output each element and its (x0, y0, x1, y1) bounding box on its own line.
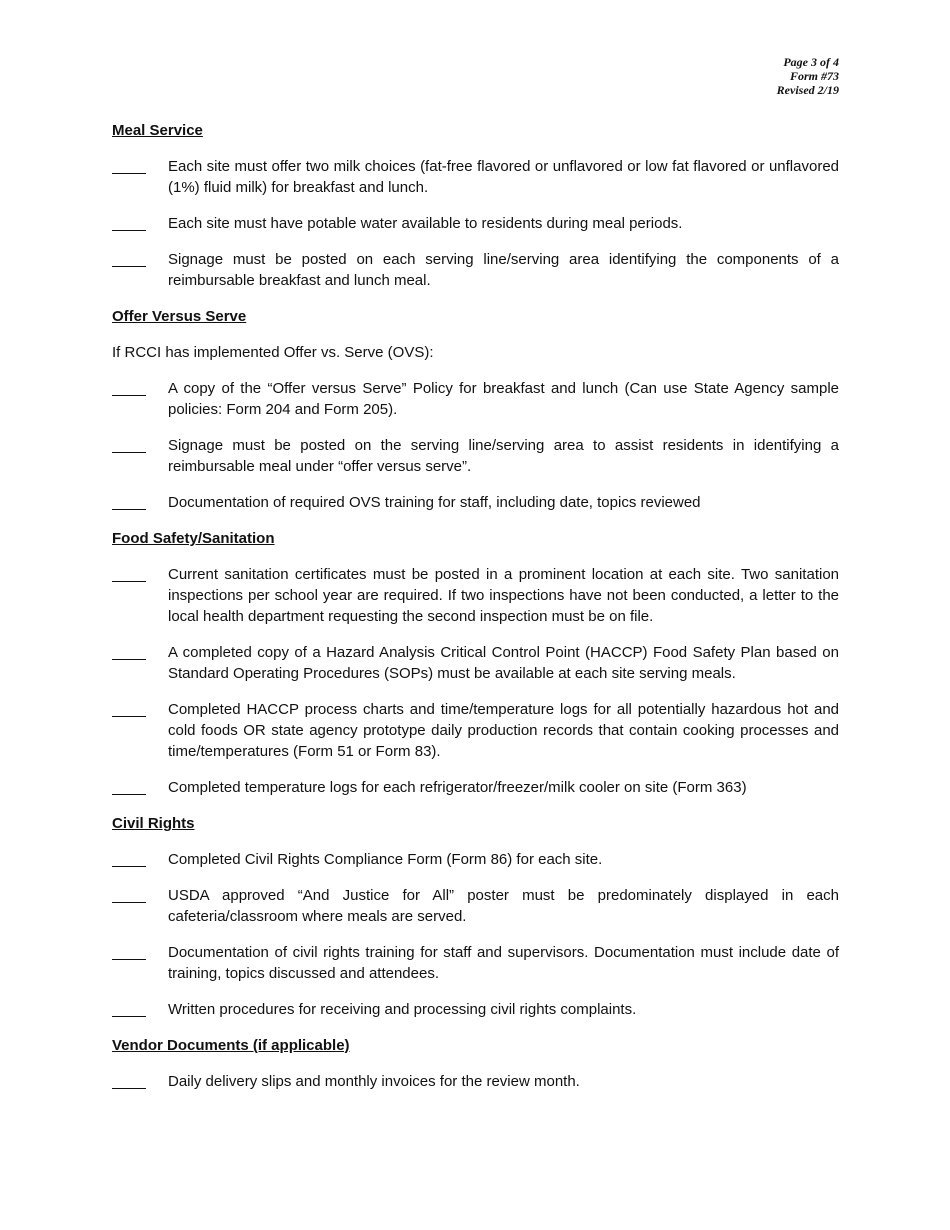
checklist-item (112, 249, 839, 291)
revision-date: Revised 2/19 (776, 83, 839, 97)
checklist-item (112, 1071, 839, 1092)
item-text: Completed Civil Rights Compliance Form (Form 86) for each site. (168, 851, 603, 868)
checkbox-blank-line[interactable] (112, 213, 168, 234)
checkbox-blank-line[interactable] (112, 435, 168, 477)
checklist-item (112, 213, 839, 234)
section-title: Meal Service (112, 122, 203, 139)
section-offer-versus-serve (112, 306, 839, 513)
section-title: Food Safety/Sanitation (112, 530, 275, 547)
checkbox-blank-line[interactable] (112, 642, 168, 684)
checkbox-blank-line[interactable] (112, 849, 168, 870)
section-civil-rights (112, 813, 839, 1020)
checklist-item (112, 777, 839, 798)
item-text: Completed HACCP process charts and time/temperature logs for all potentially hazardous hot and cold foods OR state agency prototype daily production records that contain cooking processes and time/temperatures (Form 51 or Form 83). (168, 701, 839, 760)
section-intro: If RCCI has implemented Offer vs. Serve (OVS): (112, 344, 434, 361)
checkbox-blank-line[interactable] (112, 999, 168, 1020)
checkbox-blank-line[interactable] (112, 699, 168, 762)
checkbox-blank-line[interactable] (112, 378, 168, 420)
item-text: A completed copy of a Hazard Analysis Critical Control Point (HACCP) Food Safety Plan based on Standard Operating Procedures (SOPs) must be available at each site serving meals. (168, 644, 839, 682)
item-text: Signage must be posted on the serving line/serving area to assist residents in identifying a reimbursable meal under “offer versus serve”. (168, 437, 839, 475)
item-text: Signage must be posted on each serving line/serving area identifying the components of a reimbursable breakfast and lunch meal. (168, 251, 839, 289)
checkbox-blank-line[interactable] (112, 1071, 168, 1092)
item-text: A copy of the “Offer versus Serve” Policy for breakfast and lunch (Can use State Agency sample policies: Form 204 and Form 205). (168, 380, 839, 418)
item-text: Completed temperature logs for each refrigerator/freezer/milk cooler on site (Form 363) (168, 779, 747, 796)
section-vendor-documents (112, 1035, 839, 1092)
checkbox-blank-line[interactable] (112, 492, 168, 513)
checklist-item (112, 849, 839, 870)
checklist-content (112, 120, 839, 1107)
checklist-item (112, 435, 839, 477)
section-title: Offer Versus Serve (112, 308, 247, 325)
section-title: Vendor Documents (if applicable) (112, 1037, 350, 1054)
item-text: Written procedures for receiving and processing civil rights complaints. (168, 1001, 637, 1018)
checklist-item (112, 999, 839, 1020)
item-text: USDA approved “And Justice for All” poster must be predominately displayed in each cafeteria/classroom where meals are served. (168, 887, 839, 925)
form-number: Form #73 (789, 69, 839, 83)
checklist-item (112, 564, 839, 627)
item-text: Each site must offer two milk choices (fat-free flavored or unflavored or low fat flavored or unflavored (1%) fluid milk) for breakfast and lunch. (168, 158, 839, 196)
section-meal-service (112, 120, 839, 291)
checkbox-blank-line[interactable] (112, 156, 168, 198)
item-text: Documentation of required OVS training for staff, including date, topics reviewed (168, 494, 701, 511)
item-text: Each site must have potable water available to residents during meal periods. (168, 215, 683, 232)
checklist-item (112, 642, 839, 684)
checklist-item (112, 492, 839, 513)
checkbox-blank-line[interactable] (112, 885, 168, 927)
checklist-item (112, 942, 839, 984)
item-text: Current sanitation certificates must be posted in a prominent location at each site. Two sanitation inspections per school year are required. If two inspections have not been conducted, a letter to the local health department requesting the second inspection must be on file. (168, 566, 839, 625)
item-text: Documentation of civil rights training for staff and supervisors. Documentation must include date of training, topics discussed and attendees. (168, 944, 839, 982)
checkbox-blank-line[interactable] (112, 249, 168, 291)
section-food-safety (112, 528, 839, 798)
section-title: Civil Rights (112, 815, 195, 832)
checkbox-blank-line[interactable] (112, 777, 168, 798)
item-text: Daily delivery slips and monthly invoices for the review month. (168, 1073, 580, 1090)
checkbox-blank-line[interactable] (112, 564, 168, 627)
page-number: Page 3 of 4 (783, 55, 839, 69)
checklist-item (112, 156, 839, 198)
checklist-item (112, 885, 839, 927)
checklist-item (112, 378, 839, 420)
page-header (777, 55, 839, 97)
checklist-item (112, 699, 839, 762)
checkbox-blank-line[interactable] (112, 942, 168, 984)
